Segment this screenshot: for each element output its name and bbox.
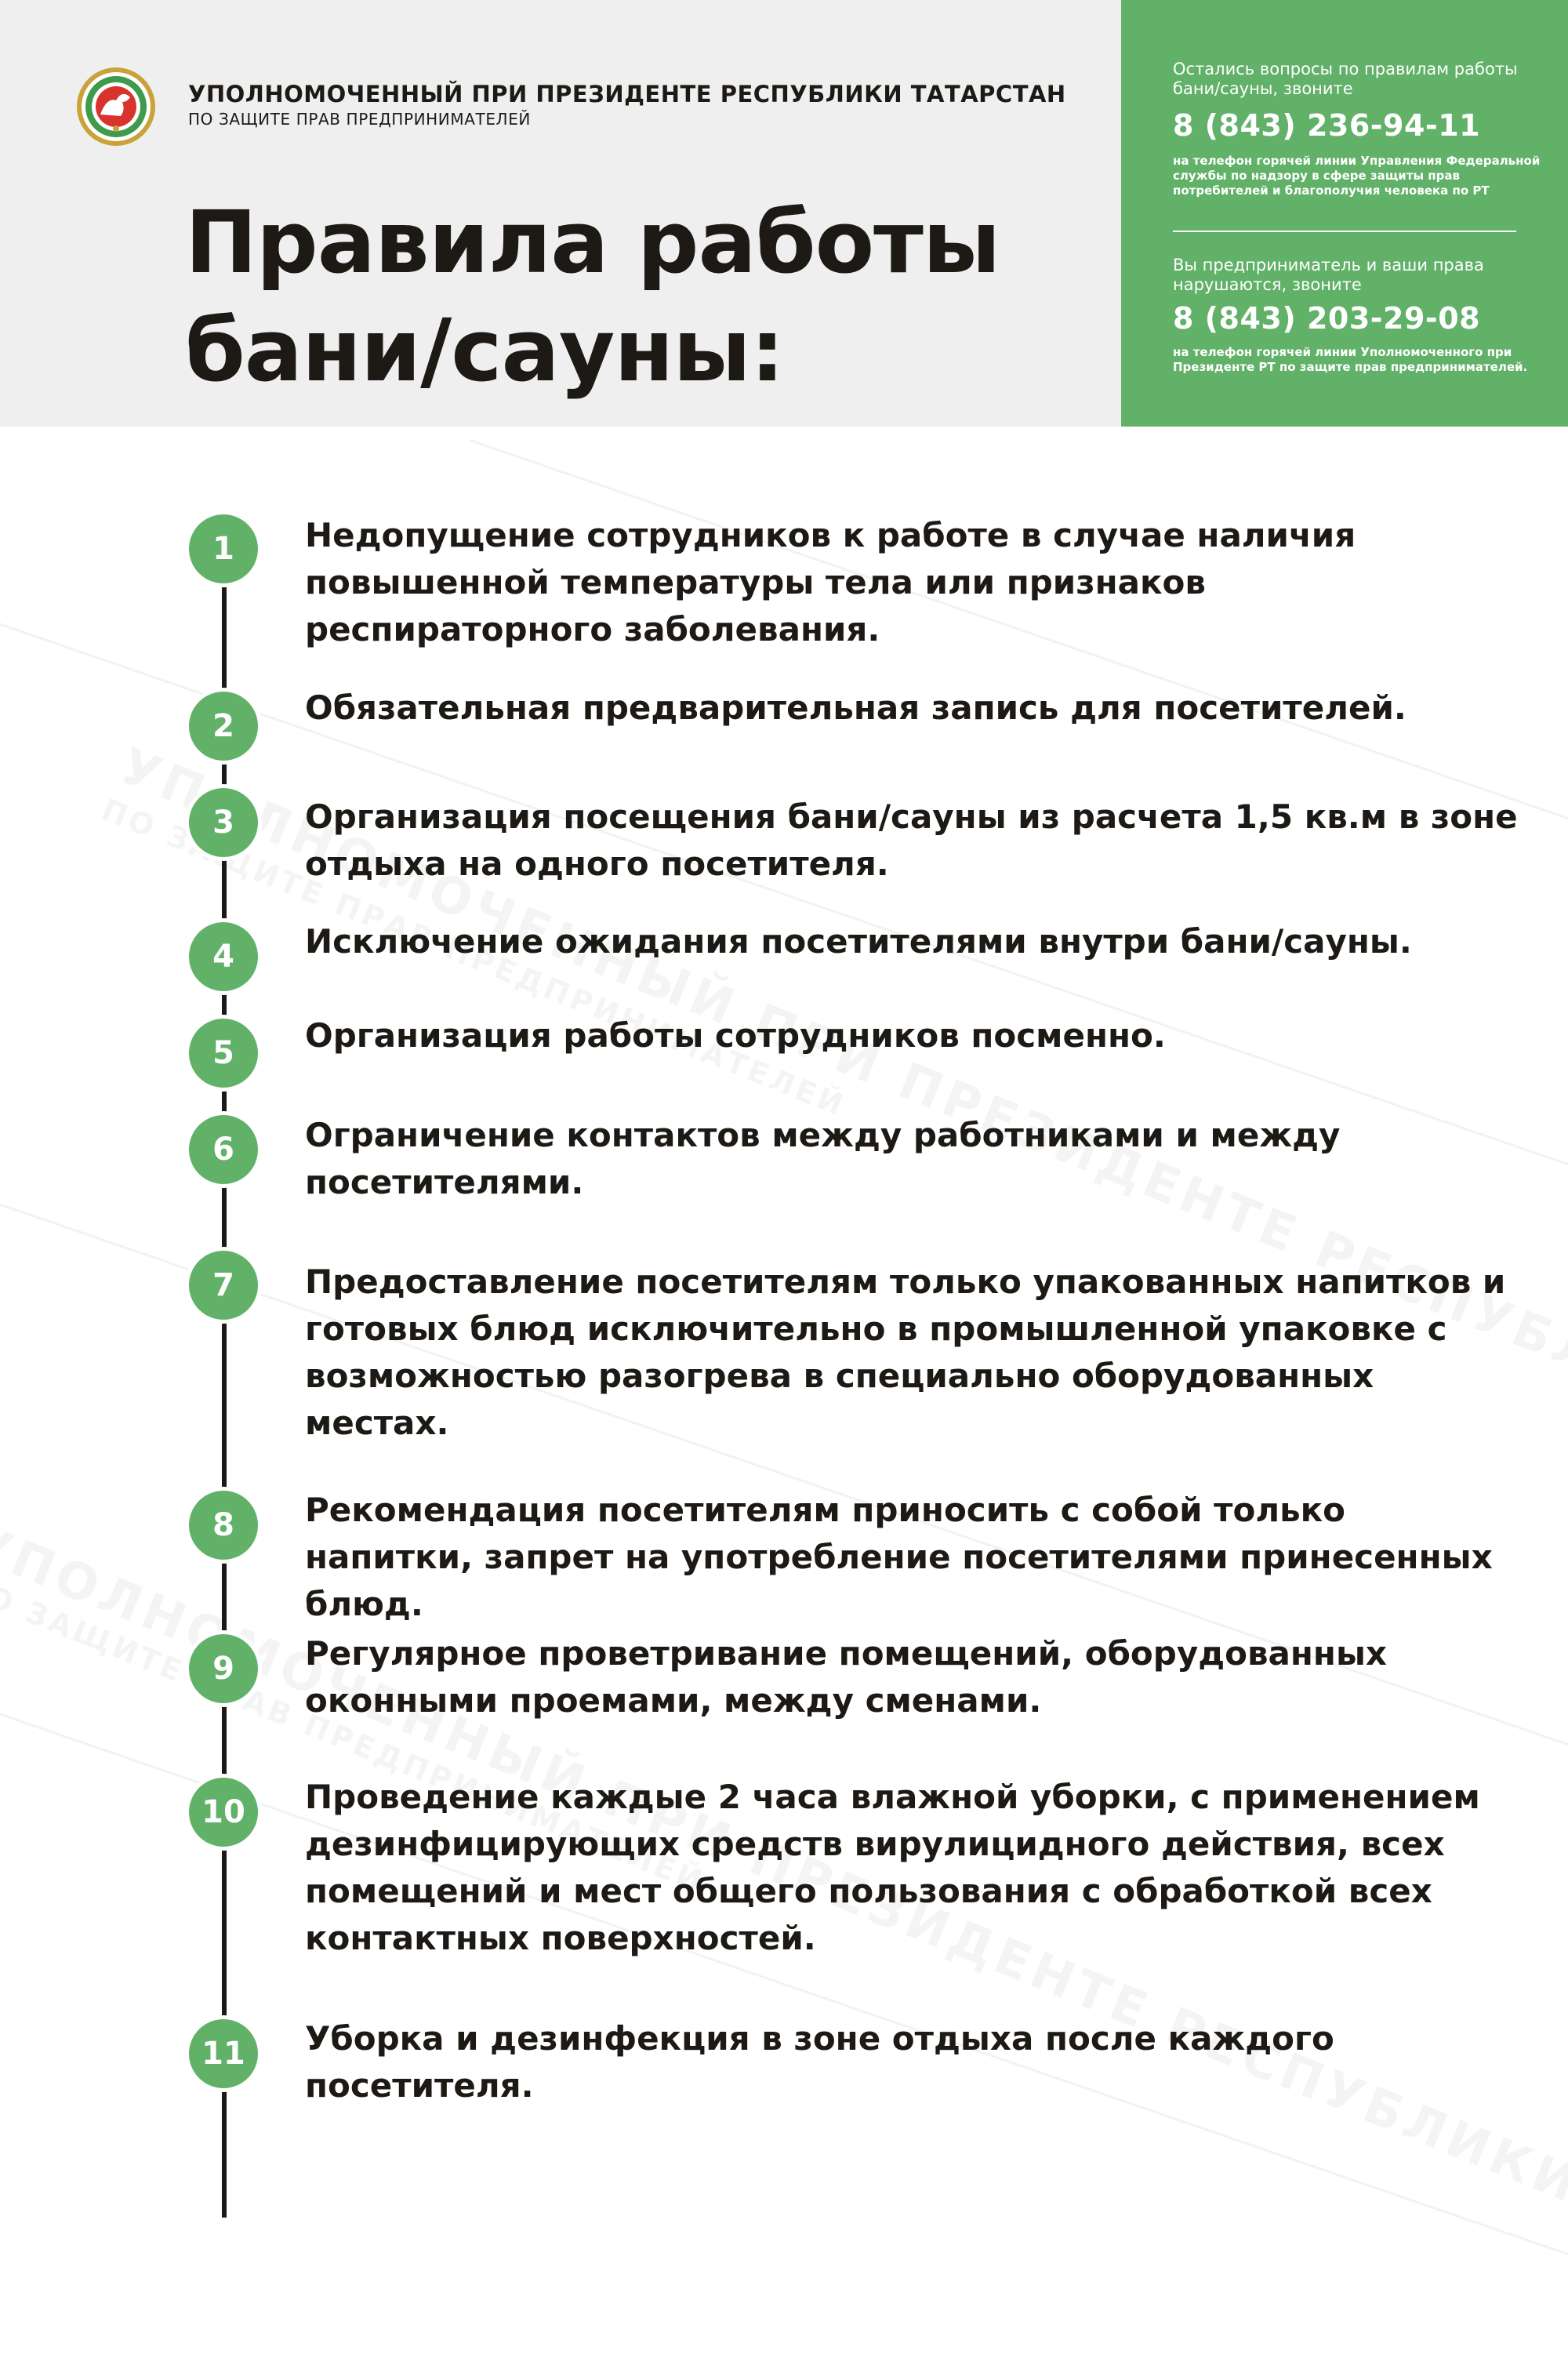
page-title <box>185 188 1000 405</box>
org-name: УПОЛНОМОЧЕННЫЙ ПРИ ПРЕЗИДЕНТЕ РЕСПУБЛИКИ ТАТАРСТАН <box>188 81 1066 107</box>
rule-number-badge: 10 <box>185 1774 262 1851</box>
title-line-2: бани/сауны: <box>185 300 784 401</box>
rule-text: Предоставление посетителям только упакованных напитков и готовых блюд исключительно в промышленной упаковке с возможностью разогрева в специально оборудованных местах. <box>305 1262 1506 1442</box>
rule-number-badge: 8 <box>185 1487 262 1564</box>
rule-text: Ограничение контактов между работниками и между посетителями. <box>305 1116 1341 1201</box>
consumer-hotline-phone[interactable]: 8 (843) 236-94-11 <box>1173 108 1481 143</box>
rule-text: Исключение ожидания посетителями внутри бани/сауны. <box>305 922 1412 961</box>
business-hotline-phone[interactable]: 8 (843) 203-29-08 <box>1173 301 1481 336</box>
rule-text: Регулярное проветривание помещений, оборудованных оконными проемами, между сменами. <box>305 1634 1388 1720</box>
business-hotline-question: Вы предприниматель и ваши права нарушаются, звоните <box>1173 256 1484 294</box>
rule-number-badge: 6 <box>185 1111 262 1188</box>
rule-text: Рекомендация посетителям приносить с собой только напитки, запрет на употребление посетителями принесенных блюд. <box>305 1491 1493 1623</box>
rule-text: Обязательная предварительная запись для посетителей. <box>305 688 1406 727</box>
rule-number-badge: 9 <box>185 1630 262 1707</box>
consumer-hotline-note: на телефон горячей линии Управления Федеральной службы по надзору в сфере защиты прав потребителей и благополучия человека по РТ <box>1173 154 1541 198</box>
rule-number-badge: 4 <box>185 918 262 995</box>
rule-number-badge: 1 <box>185 510 262 587</box>
rule-text: Организация работы сотрудников посменно. <box>305 1016 1166 1055</box>
org-subtitle: ПО ЗАЩИТЕ ПРАВ ПРЕДПРИНИМАТЕЛЕЙ <box>188 110 531 129</box>
consumer-hotline-question: Остались вопросы по правилам работы бани/сауны, звоните <box>1173 60 1518 98</box>
rule-text: Недопущение сотрудников к работе в случае наличия повышенной температуры тела или признаков респираторного заболевания. <box>305 516 1356 648</box>
rule-number-badge: 5 <box>185 1015 262 1092</box>
rule-text: Проведение каждые 2 часа влажной уборки, с применением дезинфицирующих средств вирулицидного действия, всех помещений и мест общего пользования с обработкой всех контактных поверхностей. <box>305 1778 1480 1957</box>
tatarstan-emblem-icon <box>75 66 157 147</box>
contact-divider <box>1173 231 1516 232</box>
contact-panel <box>1121 0 1568 427</box>
rule-number-badge: 3 <box>185 784 262 861</box>
rule-number-badge: 2 <box>185 688 262 765</box>
rule-text: Уборка и дезинфекция в зоне отдыха после каждого посетителя. <box>305 2019 1334 2105</box>
rule-number-badge: 7 <box>185 1247 262 1324</box>
rule-text: Организация посещения бани/сауны из расчета 1,5 кв.м в зоне отдыха на одного посетителя. <box>305 797 1518 883</box>
business-hotline-note: на телефон горячей линии Уполномоченного при Президенте РТ по защите прав предпринимателей. <box>1173 345 1528 374</box>
title-line-1: Правила работы <box>185 192 1000 292</box>
rule-number-badge: 11 <box>185 2015 262 2092</box>
